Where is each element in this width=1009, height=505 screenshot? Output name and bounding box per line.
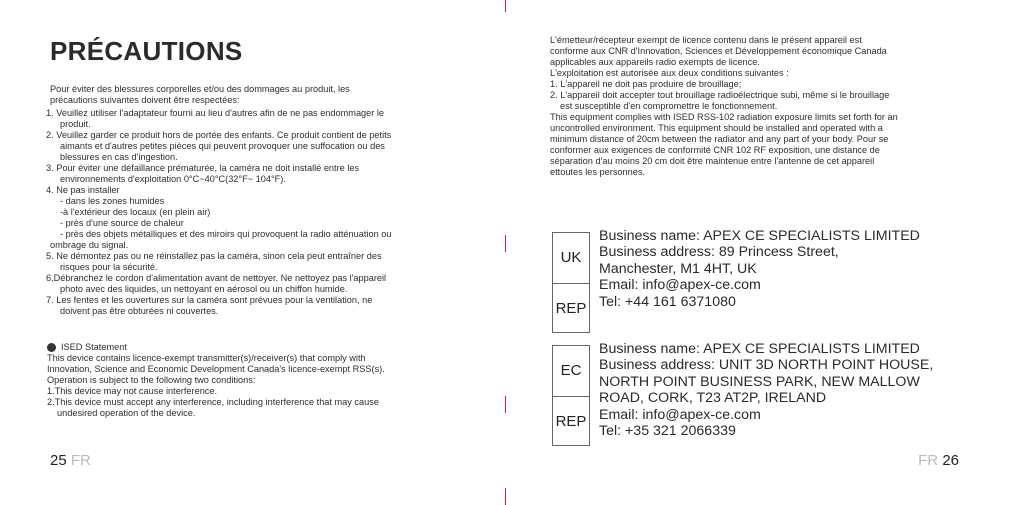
sub-item: - près d'une source de chaleur xyxy=(60,218,184,228)
text-line: 2. L'appareil doit accepter tout brouillage radioélectrique subi, même si le brouillage xyxy=(550,90,890,100)
text-line: This equipment complies with ISED RSS-102 radiation exposure limits set forth for an xyxy=(550,112,898,122)
precautions-list xyxy=(46,108,461,317)
page-number: 25 xyxy=(50,452,67,469)
sub-item: -à l'extérieur des locaux (en plein air) xyxy=(60,207,211,217)
text-line: applicables aux appareils radio exempts de licence. xyxy=(550,57,760,67)
list-line: risques pour la sécurité. xyxy=(60,262,158,272)
list-line: 7. Les fentes et les ouvertures sur la caméra sont prévues pour la ventilation, ne xyxy=(46,295,373,305)
list-line: blessures en cas d'ingestion. xyxy=(60,152,178,162)
text-line: L'émetteur/récepteur exempt de licence contenu dans le présent appareil est xyxy=(550,35,862,45)
ised-statement xyxy=(47,342,462,419)
list-item xyxy=(46,163,461,185)
page-language: FR xyxy=(918,452,939,469)
ec-rep-details xyxy=(599,341,933,439)
list-line: 2. Veuillez garder ce produit hors de portée des enfants. Ce produit contient de petits xyxy=(46,130,392,140)
ised-french-text xyxy=(550,35,955,178)
list-line: aimants et d'autres petites pièces qui peuvent provoquer une suffocation ou des xyxy=(60,141,385,151)
list-item xyxy=(46,130,461,163)
ised-heading xyxy=(47,342,462,353)
text-line: 1. L'appareil ne doit pas produire de brouillage; xyxy=(550,79,742,89)
list-line: 5. Ne démontez pas ou ne réinstallez pas la caméra, sinon cela peut entraîner des xyxy=(46,251,382,261)
sub-item: ombrage du signal. xyxy=(50,240,129,250)
rep-line: Tel: +44 161 6371080 xyxy=(599,293,736,310)
intro-line: précautions suivantes doivent être respectées: xyxy=(50,95,240,105)
ised-line: undesired operation of the device. xyxy=(57,408,196,418)
page-language: FR xyxy=(70,452,91,469)
text-line: uncontrolled environment. This equipment should be installed and operated with a xyxy=(550,123,883,133)
rep-line: Email: info@apex-ce.com xyxy=(599,277,761,294)
text-line: minimum distance of 20cm between the radiator and any part of your body. Pour se xyxy=(550,134,889,144)
list-item xyxy=(46,108,461,130)
list-line: environnements d'exploitation 0°C~40°C(32°F~ 104°F). xyxy=(60,174,286,184)
text-line: séparation d'au moins 20 cm doit être maintenue entre l'antenne de cet appareil xyxy=(550,156,875,166)
divider xyxy=(553,283,589,284)
ised-line: 1.This device may not cause interference. xyxy=(47,386,218,396)
text-line: est susceptible d'en compromettre le fonctionnement. xyxy=(560,101,778,111)
list-line: 1. Veuillez utiliser l'adaptateur fourni au lieu d'autres afin de ne pas endommager le xyxy=(46,108,385,118)
ec-rep-label-box xyxy=(552,345,590,446)
uk-rep-label-box xyxy=(552,232,590,333)
ised-line: Operation is subject to the following two conditions: xyxy=(47,375,256,385)
rep-line: Email: info@apex-ce.com xyxy=(599,406,761,423)
rep-line: Tel: +35 321 2066339 xyxy=(599,423,736,440)
sub-item: - dans les zones humides xyxy=(60,196,165,206)
text-line: L'exploitation est autorisée aux deux conditions suivantes : xyxy=(550,68,789,78)
ec-rep-block xyxy=(552,341,952,446)
intro-text xyxy=(50,84,460,106)
list-line: doivent pas être obturées ni couvertes. xyxy=(60,306,219,316)
rep-label-bottom: REP xyxy=(555,300,587,317)
ised-line: This device contains licence-exempt transmitter(s)/receiver(s) that comply with xyxy=(47,353,366,363)
text-line: ettoutes les personnes. xyxy=(550,167,645,177)
right-page xyxy=(505,0,1009,505)
list-line: photo avec des liquides, un nettoyant en aérosol ou un chiffon humide. xyxy=(60,284,348,294)
rep-line: Business address: UNIT 3D NORTH POINT HOUSE, xyxy=(599,357,934,374)
ised-heading-text: ISED Statement xyxy=(61,342,127,352)
rep-line: Business address: 89 Princess Street, xyxy=(599,244,839,261)
list-item xyxy=(46,273,461,295)
rep-label-top: UK xyxy=(560,249,582,266)
rep-line: Manchester, M1 4HT, UK xyxy=(599,260,757,277)
list-item xyxy=(46,295,461,317)
ised-line: Innovation, Science and Economic Development Canada's licence-exempt RSS(s). xyxy=(47,364,385,374)
list-line: 3. Pour éviter une défaillance prématurée, la caméra ne doit installé entre les xyxy=(46,163,360,173)
rep-label-bottom: REP xyxy=(555,413,587,430)
text-line: conforme aux CNR d'Innovation, Sciences et Développement économique Canada xyxy=(550,46,887,56)
list-item xyxy=(46,251,461,273)
uk-rep-details xyxy=(599,228,920,310)
sub-item: - près des objets métalliques et des miroirs qui provoquent la radio atténuation ou xyxy=(60,229,392,239)
list-line: 4. Ne pas installer xyxy=(46,185,120,195)
bullet-icon xyxy=(47,343,56,352)
page-number-right xyxy=(918,452,959,469)
list-line: 6.Débranchez le cordon d'alimentation avant de nettoyer. Ne nettoyez pas l'appareil xyxy=(46,273,387,283)
list-item xyxy=(46,185,461,196)
rep-line: ROAD, CORK, T23 AT2P, IRELAND xyxy=(599,390,827,407)
rep-line: Business name: APEX CE SPECIALISTS LIMITED xyxy=(599,341,920,357)
uk-rep-block xyxy=(552,228,952,333)
rep-line: Business name: APEX CE SPECIALISTS LIMITED xyxy=(599,228,920,244)
page-number-left xyxy=(50,452,91,469)
page-number: 26 xyxy=(942,452,959,469)
text-line: conformer aux exigences de conformité CNR 102 RF exposition, une distance de xyxy=(550,145,880,155)
list-line: produit. xyxy=(60,119,91,129)
intro-line: Pour éviter des blessures corporelles et/ou des dommages au produit, les xyxy=(50,84,350,94)
rep-line: NORTH POINT BUSINESS PARK, NEW MALLOW xyxy=(599,373,920,390)
rep-label-top: EC xyxy=(560,362,582,379)
divider xyxy=(553,396,589,397)
page-title: PRÉCAUTIONS xyxy=(50,36,243,66)
ised-line: 2.This device must accept any interference, including interference that may cause xyxy=(47,397,379,407)
